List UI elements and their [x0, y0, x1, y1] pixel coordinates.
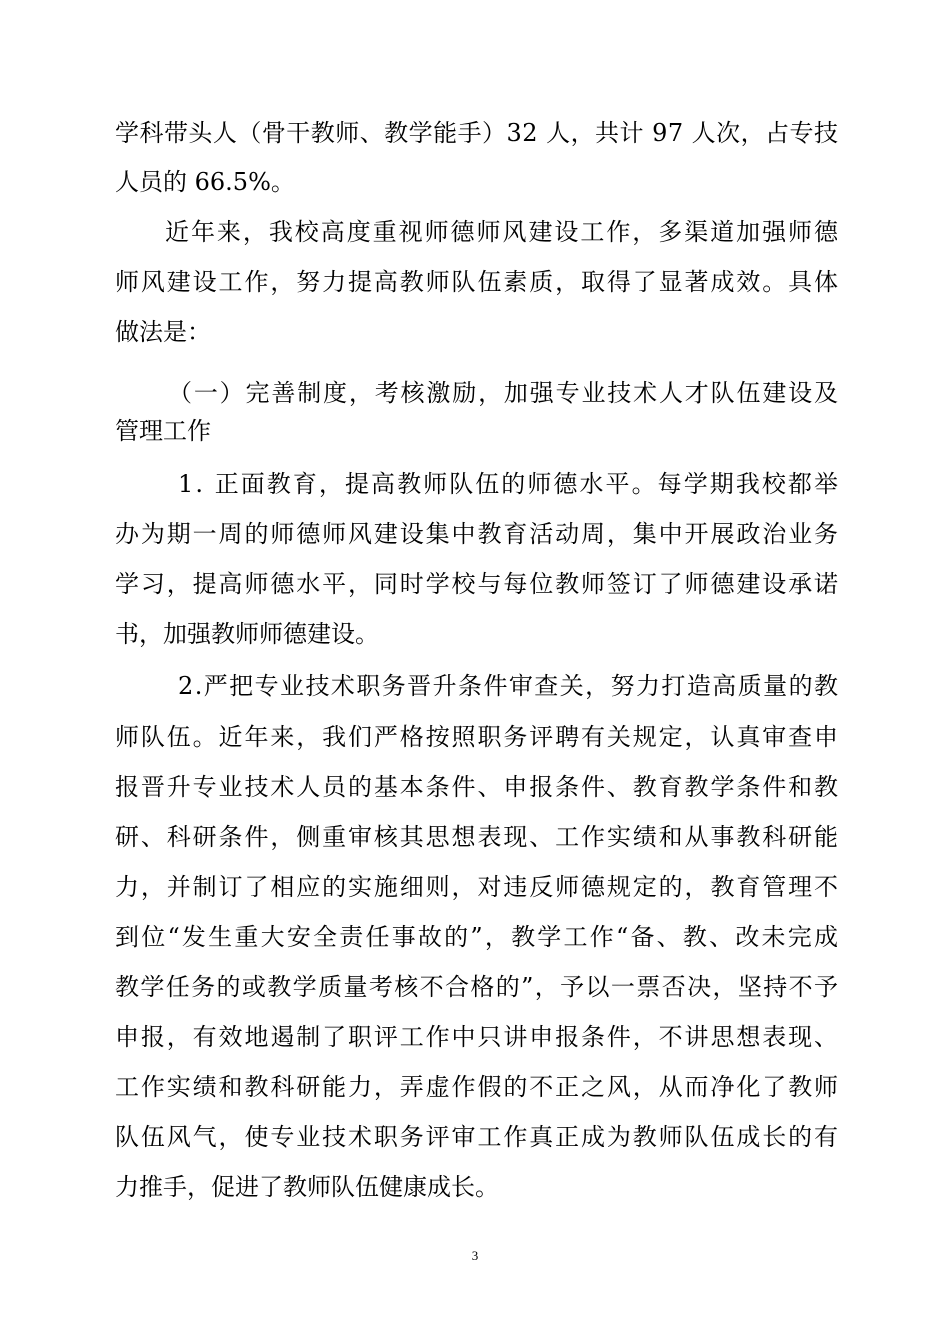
text-line: 2.严把专业技术职务晋升条件审查关，努力打造高质量的教 — [178, 672, 840, 700]
text-line: 书，加强教师师德建设。 — [115, 620, 379, 648]
text-line: 人员的 66.5%。 — [115, 168, 295, 196]
text-line: 到位“发生重大安全责任事故的”，教学工作“备、教、改未完成 — [115, 923, 841, 951]
text-line: 1. 正面教育，提高教师队伍的师德水平。每学期我校都举 — [178, 470, 841, 498]
text-line: 师风建设工作，努力提高教师队伍素质，取得了显著成效。具体 — [115, 268, 840, 296]
section-heading-line: 管理工作 — [115, 417, 211, 445]
text-line: 队伍风气，使专业技术职务评审工作真正成为教师队伍成长的有 — [115, 1123, 840, 1151]
text-line: 工作实绩和教科研能力，弄虚作假的不正之风，从而净化了教师 — [115, 1073, 840, 1101]
text-line: 研、科研条件，侧重审核其思想表现、工作实绩和从事教科研能 — [115, 823, 840, 851]
text-line: 近年来，我校高度重视师德师风建设工作，多渠道加强师德 — [165, 218, 840, 246]
text-line: 学习，提高师德水平，同时学校与每位教师签订了师德建设承诺 — [115, 570, 840, 598]
text-line: 力，并制订了相应的实施细则，对违反师德规定的，教育管理不 — [115, 873, 840, 901]
page-number: 3 — [471, 1248, 479, 1263]
text-line: 师队伍。近年来，我们严格按照职务评聘有关规定，认真审查申 — [115, 723, 840, 751]
text-line: 报晋升专业技术人员的基本条件、申报条件、教育教学条件和教 — [115, 773, 840, 801]
section-heading-line: （一）完善制度，考核激励，加强专业技术人才队伍建设及 — [168, 379, 840, 407]
text-line: 办为期一周的师德师风建设集中教育活动周，集中开展政治业务 — [115, 520, 840, 548]
text-line: 力推手，促进了教师队伍健康成长。 — [115, 1173, 499, 1201]
text-line: 做法是： — [115, 318, 211, 346]
text-line: 申报，有效地遏制了职评工作中只讲申报条件，不讲思想表现、 — [115, 1023, 840, 1051]
text-line: 教学任务的或教学质量考核不合格的”，予以一票否决，坚持不予 — [115, 973, 840, 1001]
text-line: 学科带头人（骨干教师、教学能手）32 人，共计 97 人次，占专技 — [115, 119, 839, 147]
